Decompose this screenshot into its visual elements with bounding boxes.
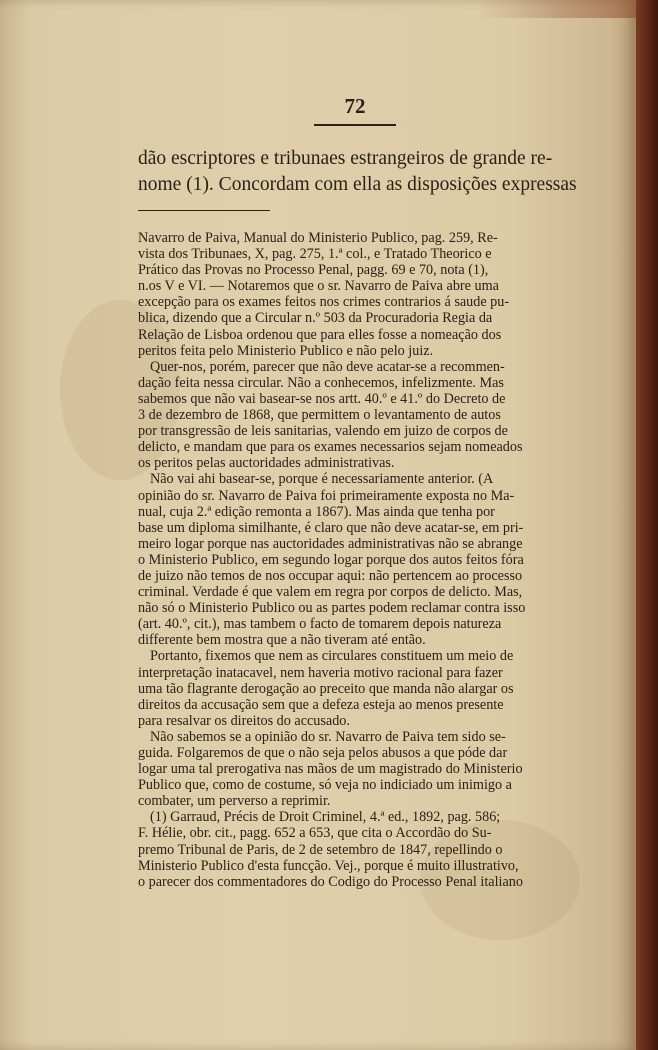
note-line: por transgressão de leis sanitarias, valendo em juizo de corpos de — [138, 423, 508, 440]
note-line: não só o Ministerio Publico ou as partes podem reclamar contra isso — [138, 600, 526, 617]
note-line: Navarro de Paiva, Manual do Ministerio Publico, pag. 259, Re- — [138, 230, 498, 246]
note-line: (art. 40.º, cit.), mas tambem o facto de tomarem depois natureza — [138, 616, 502, 633]
note-line: premo Tribunal de Paris, de 2 de setembro de 1847, repellindo o — [138, 841, 503, 858]
note-line: Quer-nos, porém, parecer que não deve acatar-se a recommen- — [150, 358, 505, 375]
note-line: de juizo não temos de nos occupar aqui: não pertencem ao processo — [138, 567, 523, 584]
footnote-block — [138, 230, 572, 890]
note-line: vista dos Tribunaes, X, pag. 275, 1.ª col., e Tratado Theorico e — [138, 246, 492, 263]
book-spine — [636, 0, 658, 1050]
note-line: uma tão flagrante derogação ao preceito que manda não alargar os — [138, 680, 514, 697]
note-line: delicto, e mandam que para os exames necessarios sejam nomeados — [138, 439, 523, 456]
note-line: differente bem mostra que a não tiveram até então. — [138, 632, 426, 649]
note-line: interpretação inatacavel, nem haveria motivo racional para fazer — [138, 664, 503, 681]
note-line: logar uma tal prerogativa nas mãos de um magistrado do Ministerio — [138, 761, 523, 778]
note-line: dação feita nessa circular. Não a conhecemos, infelizmente. Mas — [138, 374, 504, 391]
note-line: 3 de dezembro de 1868, que permittem o levantamento de autos — [138, 407, 501, 424]
note-line: Não vai ahi basear-se, porque é necessariamente anterior. (A — [150, 471, 494, 488]
note-line: Prático das Provas no Processo Penal, pagg. 69 e 70, nota (1), — [138, 262, 489, 279]
note-line: o parecer dos commentadores do Codigo do Processo Penal italiano — [138, 873, 523, 890]
note-line: meiro logar porque nas auctoridades administrativas não se abrange — [138, 535, 523, 552]
note-line: Publico que, como de costume, só veja no indiciado um inimigo a — [138, 777, 512, 794]
note-line: blica, dizendo que a Circular n.º 503 da Procuradoria Regia da — [138, 310, 493, 327]
note-line: (1) Garraud, Précis de Droit Criminel, 4.ª ed., 1892, pag. 586; — [150, 809, 501, 826]
note-line: nual, cuja 2.ª edição remonta a 1867). Mas ainda que tenha por — [138, 503, 495, 520]
page-number: 72 — [344, 94, 366, 118]
page-number-rule — [314, 124, 396, 126]
note-line: guida. Folgaremos de que o não seja pelos abusos a que póde dar — [138, 745, 508, 761]
note-line: opinião do sr. Navarro de Paiva foi primeiramente exposta no Ma- — [138, 487, 515, 504]
page-edge — [478, 0, 636, 18]
note-line: os peritos pelas auctoridades administrativas. — [138, 455, 395, 472]
note-line: o Ministerio Publico, em segundo logar porque dos autos feitos fóra — [138, 551, 524, 568]
note-line: criminal. Verdade é que valem em regra por corpos de delicto. Mas, — [138, 584, 523, 601]
note-line: n.os V e VI. — Notaremos que o sr. Navarro de Paiva abre uma — [138, 278, 499, 295]
note-line: para resalvar os direitos do accusado. — [138, 712, 350, 729]
body-line-2: nome (1). Concordam com ella as disposições expressas — [138, 174, 577, 195]
note-line: F. Hélie, obr. cit., pagg. 652 a 653, que cita o Accordão do Su- — [138, 825, 492, 842]
note-line: Relação de Lisboa ordenou que para elles fosse a nomeação dos — [138, 326, 502, 343]
note-line: base um diploma similhante, é claro que não deve acatar-se, em pri- — [138, 519, 524, 536]
note-line: Não sabemos se a opinião do sr. Navarro de Paiva tem sido se- — [150, 728, 506, 745]
note-line: Portanto, fixemos que nem as circulares constituem um meio de — [150, 648, 514, 665]
note-line: direitos da accusação sem que a defeza esteja ao menos presente — [138, 696, 504, 713]
note-line: sabemos que não vai basear-se nos artt. 40.º e 41.º do Decreto de — [138, 390, 506, 407]
note-line: Ministerio Publico d'esta funcção. Vej., porque é muito illustrativo, — [138, 857, 519, 874]
note-line: excepção para os exames feitos nos crimes contrarios á saude pu- — [138, 294, 510, 311]
body-line-1: dão escriptores e tribunaes estrangeiros de grande re- — [138, 148, 553, 169]
note-line: peritos feita pelo Ministerio Publico e não pelo juiz. — [138, 342, 434, 359]
note-line: combater, um perverso a reprimir. — [138, 793, 331, 810]
footnote-rule — [138, 210, 270, 211]
